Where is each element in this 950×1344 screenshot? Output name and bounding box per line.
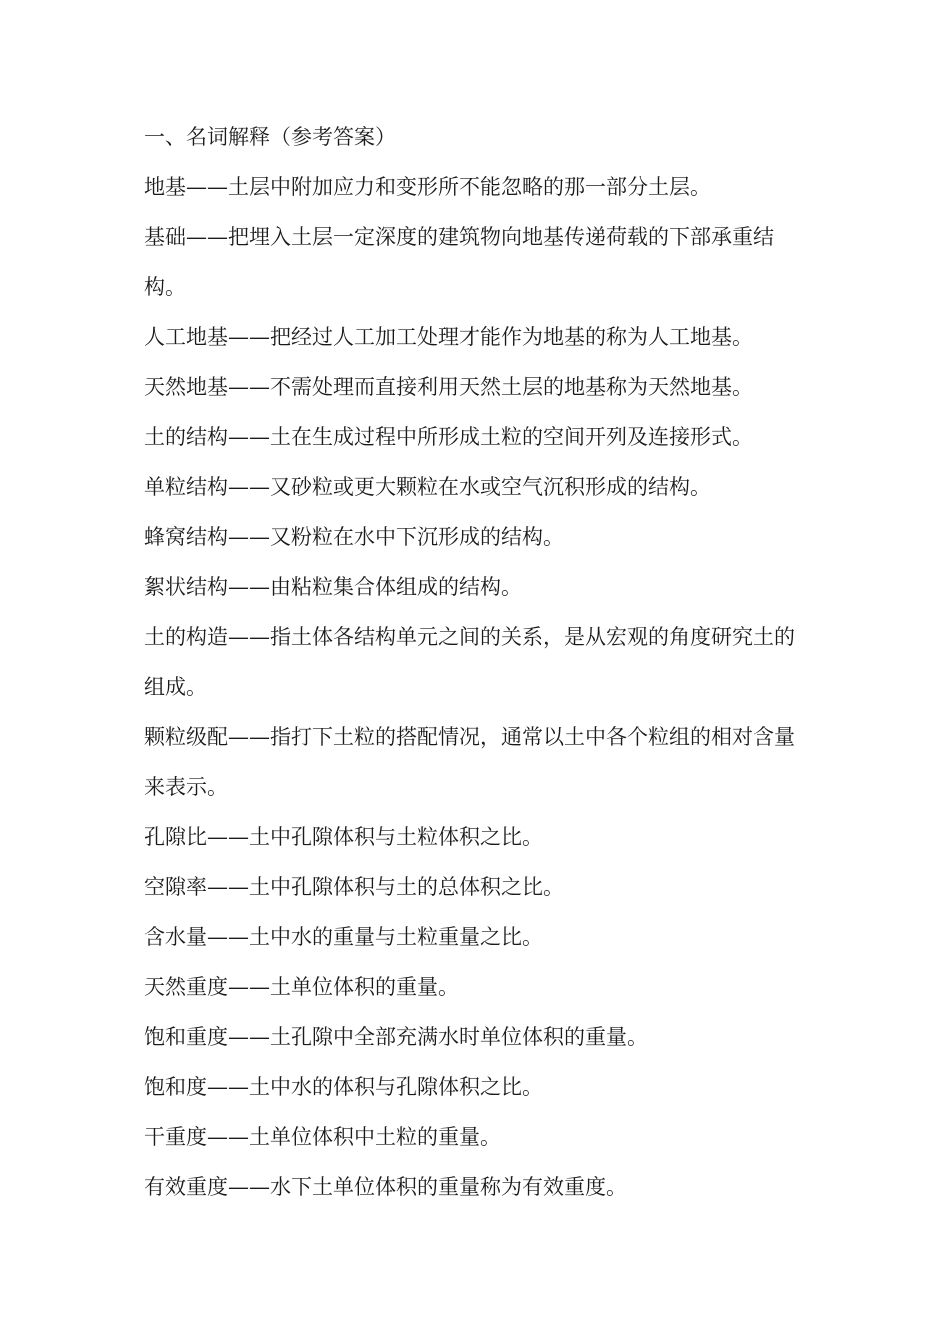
definition-soil-structure: 土的结构——土在生成过程中所形成土粒的空间开列及连接形式。 bbox=[144, 425, 753, 449]
definition-foundation: 基础——把埋入土层一定深度的建筑物向地基传递荷载的下部承重结构。 bbox=[144, 225, 774, 299]
definition-natural-unit-weight: 天然重度——土单位体积的重量。 bbox=[144, 975, 459, 999]
definition-void-ratio: 孔隙比——土中孔隙体积与土粒体积之比。 bbox=[144, 825, 543, 849]
section-heading: 一、名词解释（参考答案） bbox=[144, 125, 396, 149]
definition-natural-foundation: 天然地基——不需处理而直接利用天然土层的地基称为天然地基。 bbox=[144, 375, 753, 399]
definition-effective-unit-weight: 有效重度——水下土单位体积的重量称为有效重度。 bbox=[144, 1175, 627, 1199]
definition-grain-gradation: 颗粒级配——指打下土粒的搭配情况，通常以土中各个粒组的相对含量来表示。 bbox=[144, 725, 795, 799]
definition-saturated-unit-weight: 饱和重度——土孔隙中全部充满水时单位体积的重量。 bbox=[144, 1025, 648, 1049]
definition-flocculent-structure: 絮状结构——由粘粒集合体组成的结构。 bbox=[144, 575, 522, 599]
definition-foundation-soil: 地基——土层中附加应力和变形所不能忽略的那一部分土层。 bbox=[144, 175, 711, 199]
definition-degree-of-saturation: 饱和度——土中水的体积与孔隙体积之比。 bbox=[144, 1075, 543, 1099]
definition-honeycomb-structure: 蜂窝结构——又粉粒在水中下沉形成的结构。 bbox=[144, 525, 564, 549]
definition-soil-fabric: 土的构造——指土体各结构单元之间的关系，是从宏观的角度研究土的组成。 bbox=[144, 625, 795, 699]
document-body bbox=[144, 112, 812, 1212]
definition-artificial-foundation: 人工地基——把经过人工加工处理才能作为地基的称为人工地基。 bbox=[144, 325, 753, 349]
definition-porosity: 空隙率——土中孔隙体积与土的总体积之比。 bbox=[144, 875, 564, 899]
definition-water-content: 含水量——土中水的重量与土粒重量之比。 bbox=[144, 925, 543, 949]
definition-dry-unit-weight: 干重度——土单位体积中土粒的重量。 bbox=[144, 1125, 501, 1149]
definition-single-grain-structure: 单粒结构——又砂粒或更大颗粒在水或空气沉积形成的结构。 bbox=[144, 475, 711, 499]
